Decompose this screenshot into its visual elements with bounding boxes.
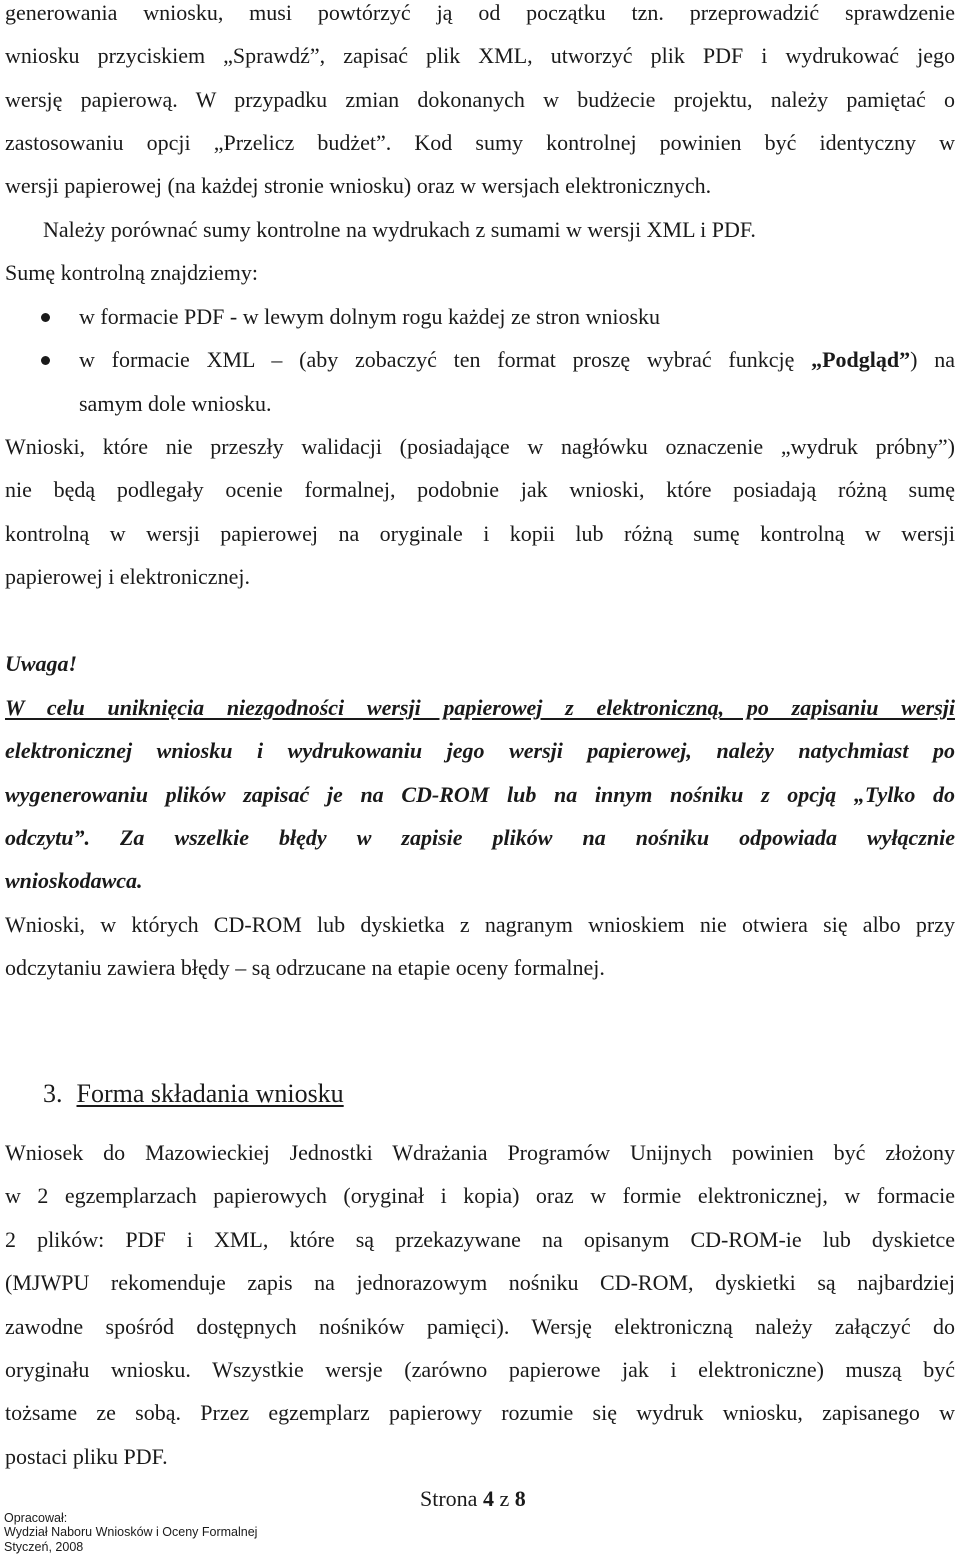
paragraph-4-line-4: papierowej i elektronicznej. (5, 564, 250, 589)
page-separator: z (493, 1486, 515, 1511)
paragraph-1-line-2: wniosku przyciskiem „Sprawdź”, zapisać plik XML, utworzyć plik PDF i wydrukować jego (5, 43, 955, 68)
paragraph-1-line-3: wersję papierową. W przypadku zmian dokonanych w budżecie projektu, należy pamiętać o (5, 87, 955, 112)
warning-line-1: W celu uniknięcia niezgodności wersji papierowej z elektroniczną, po zapisaniu wersji (5, 695, 955, 720)
page-label: Strona (420, 1486, 483, 1511)
footer-date: Styczeń, 2008 (4, 1540, 84, 1554)
paragraph-4-line-2: nie będą podlegały ocenie formalnej, podobnie jak wnioski, które posiadają różną sumę (5, 477, 955, 502)
paragraph-4-line-3: kontrolną w wersji papierowej na oryginale i kopii lub różną sumę kontrolną w wersji (5, 521, 955, 546)
paragraph-6-line-5: zawodne spośród dostępnych nośników pamięci). Wersję elektroniczną należy załączyć do (5, 1314, 955, 1339)
paragraph-6-line-8: postaci pliku PDF. (5, 1444, 168, 1469)
warning-line-4: odczytu”. Za wszelkie błędy w zapisie plików na nośniku odpowiada wyłącznie (5, 825, 955, 850)
bullet-xml-tail: ) na (910, 347, 955, 372)
paragraph-6-line-6: oryginału wniosku. Wszystkie wersje (zarówno papierowe jak i elektroniczne) muszą być (5, 1357, 955, 1382)
preview-function-name: „Podgląd” (811, 347, 911, 372)
paragraph-5-line-2: odczytaniu zawiera błędy – są odrzucane na etapie oceny formalnej. (5, 955, 605, 980)
bullet-marker (41, 313, 50, 322)
warning-line-2: elektronicznej wniosku i wydrukowaniu jego wersji papierowej, należy natychmiast po (5, 738, 955, 763)
current-page: 4 (482, 1486, 494, 1511)
section-number: 3. (43, 1079, 63, 1108)
paragraph-6-line-7: tożsame ze sobą. Przez egzemplarz papierowy rozumie się wydruk wniosku, zapisanego w (5, 1400, 955, 1425)
bullet-xml-text: w formacie XML – (aby zobaczyć ten format proszę wybrać funkcję (79, 347, 812, 372)
checksum-intro: Sumę kontrolną znajdziemy: (5, 260, 258, 285)
warning-title: Uwaga! (5, 651, 78, 676)
footer-author-label: Opracował: (4, 1511, 68, 1525)
paragraph-1-line-1: generowania wniosku, musi powtórzyć ją od początku tzn. przeprowadzić sprawdzenie (5, 0, 955, 25)
section-title: Forma składania wniosku (76, 1079, 344, 1108)
bullet-item-xml-continued: samym dole wniosku. (79, 391, 272, 416)
paragraph-5-line-1: Wnioski, w których CD-ROM lub dyskietka z nagranym wnioskiem nie otwiera się albo przy (5, 912, 955, 937)
section-heading (43, 1079, 344, 1109)
bullet-item-pdf: w formacie PDF - w lewym dolnym rogu każdej ze stron wniosku (79, 304, 661, 329)
footer-department: Wydział Naboru Wniosków i Oceny Formalnej (4, 1525, 258, 1539)
bullet-marker (41, 356, 50, 365)
paragraph-6-line-3: 2 plików: PDF i XML, które są przekazywane na opisanym CD-ROM-ie lub dyskietce (5, 1227, 955, 1252)
warning-line-5: wnioskodawca. (5, 868, 143, 893)
paragraph-1-line-4: zastosowaniu opcji „Przelicz budżet”. Kod sumy kontrolnej powinien być identyczny w (5, 130, 955, 155)
paragraph-1-line-5: wersji papierowej (na każdej stronie wniosku) oraz w wersjach elektronicznych. (5, 173, 712, 198)
paragraph-6-line-4: (MJWPU rekomenduje zapis na jednorazowym nośniku CD-ROM, dyskietki są najbardziej (5, 1270, 955, 1295)
paragraph-6-line-1: Wniosek do Mazowieckiej Jednostki Wdrażania Programów Unijnych powinien być złożony (5, 1140, 955, 1165)
page-number (420, 1486, 526, 1512)
paragraph-2: Należy porównać sumy kontrolne na wydrukach z sumami w wersji XML i PDF. (43, 217, 756, 242)
bullet-item-xml (79, 347, 955, 373)
paragraph-4-line-1: Wnioski, które nie przeszły walidacji (posiadające w nagłówku oznaczenie „wydruk próbny”) (5, 434, 955, 459)
total-pages: 8 (514, 1486, 526, 1511)
paragraph-6-line-2: w 2 egzemplarzach papierowych (oryginał i kopia) oraz w formie elektronicznej, w formacie (5, 1183, 955, 1208)
warning-line-3: wygenerowaniu plików zapisać je na CD-ROM lub na innym nośniku z opcją „Tylko do (5, 782, 955, 807)
